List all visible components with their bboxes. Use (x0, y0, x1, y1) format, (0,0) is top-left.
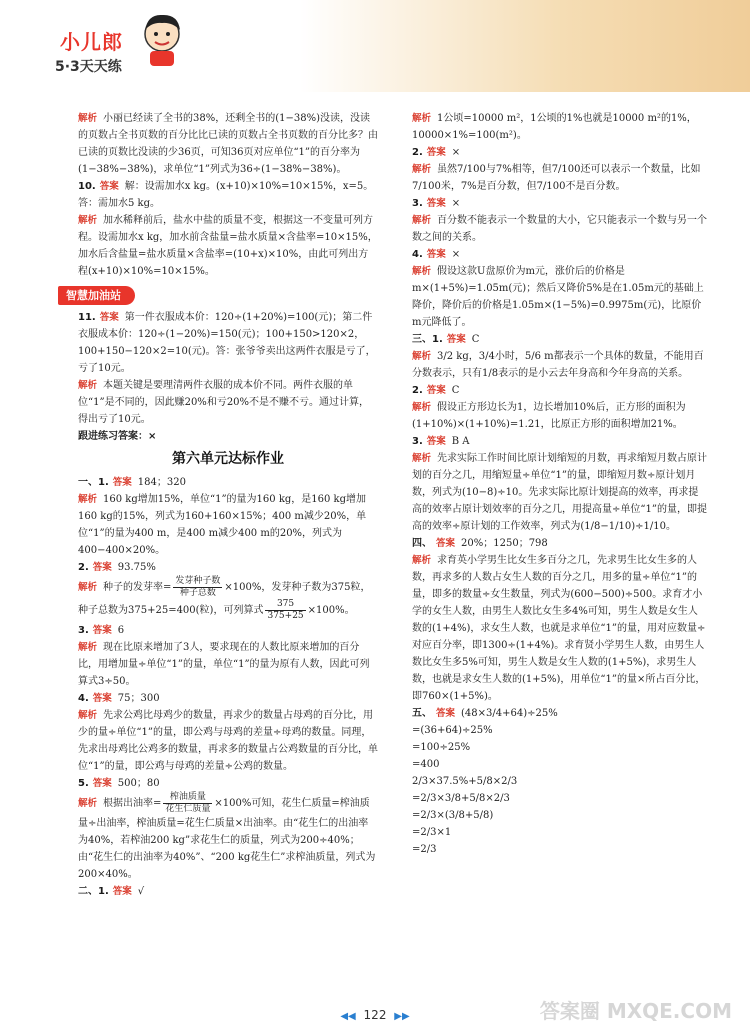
answer-block (78, 110, 378, 178)
s1-q1: 一、1. 答案 184；320 (78, 477, 186, 488)
s1-q4: 4. 答案 75；300 (78, 693, 160, 704)
answer-text: 解：设需加水x kg。(x+10)×10%=10×15%，x=5。答：需加水5 kg。 (78, 181, 374, 209)
follow-up-answer: 跟进练习答案：× (78, 431, 157, 442)
question-10: 10. 答案 解：设需加水x kg。(x+10)×10%=10×15%，x=5。答：需加水5 kg。 (78, 181, 374, 209)
right-column (412, 110, 707, 858)
s5-calc: 五、 答案 (48×3/4+64)÷25% (412, 708, 558, 719)
calc-step: 2/3×37.5%+5/8×2/3 (412, 776, 518, 787)
explanation-10: 解析 加水稀释前后，盐水中盐的质量不变，根据这一不变量可列方程。设需加水x kg，加水前含盐量=盐水质量×含盐率=10×15%，加水后含盐量=盐水质量×含盐率=(10+x)×10%，由此可列出方程(x+10)×10%=10×15%。 (78, 215, 378, 277)
r5: 三、1. 答案 C (412, 334, 480, 345)
explanation-11: 解析 本题关键是要理清两件衣服的成本价不同。两件衣服的单位“1”是不同的，因此赚20%和亏20%不是不赚不亏。通过计算，得出亏了10元。 (78, 380, 370, 425)
calc-step: =2/3×1 (412, 827, 452, 838)
calc-step: =2/3×3/8+5/8×2/3 (412, 793, 510, 804)
explanation-text: 小丽已经读了全书的38%，还剩全书的(1−38%)没读，没读的页数占全书页数的百分比比已读的页数占全书页数的百分比多？由已读的页数比没读的少36页，可知36页对应单位“1”的百分率为(1−38%−38%)，求单位“1”列式为36÷(1−38%−38%)。 (78, 113, 378, 175)
s1-q2: 2. 答案 93.75% (78, 562, 156, 573)
fraction: $\frac{375}{375+25}$ (267, 599, 304, 621)
left-column (66, 110, 378, 900)
jiexi-label: 解析 (78, 113, 98, 124)
r6: 2. 答案 C (412, 385, 460, 396)
fraction: $\frac{\text{榨油质量}}{\text{花生仁质量}}$ (165, 792, 211, 814)
brand-logo: 小儿郎 (60, 30, 123, 54)
fraction: $\frac{\text{发芽种子数}}{\text{种子总数}}$ (175, 576, 221, 598)
r8: 四、 答案 20%；1250；798 (412, 538, 548, 549)
page-header (0, 0, 750, 92)
s2-q1: 二、1. 答案 √ (78, 886, 145, 897)
calc-step: =100÷25% (412, 742, 471, 753)
s1-q2-exp: 解析 种子的发芽率= $\frac{\text{发芽种子数}}{\text{种子总数}}$ ×100%，发芽种子数为375粒，种子总数为375+25=400(粒)，可列算式 $\frac{375}{375+25}$ ×100%。 (78, 576, 371, 621)
watermark: 答案圈 MXQE.COM (539, 999, 732, 1023)
s1-q3-exp: 解析 现在比原来增加了3人，要求现在的人数比原来增加的百分比，用增加量÷单位“1”的量，单位“1”的量为原有人数，因此可列算式3÷50。 (78, 642, 370, 687)
r4-exp: 解析 假设这款U盘原价为m元，涨价后的价格是m×(1+5%)=1.05m(元)；然后又降价5%是在1.05m元的基础上降价，降价后的价格是1.05m×(1−5%)=0.9975m(元)，比原价m元降低了。 (412, 266, 704, 328)
s1-q5-exp: 解析 根据出油率= $\frac{\text{榨油质量}}{\text{花生仁质量}}$ ×100%可知，花生仁质量=榨油质量÷出油率，榨油质量=花生仁质量×出油率。由“花生仁的出油率为40%，若榨油200 kg”求花生仁的质量，列式为200÷40%；由“花生仁的出油率为40%”、“200 kg花生仁”求榨油质量，列式为200×40%。 (78, 792, 376, 880)
r5-exp: 解析 3/2 kg，3/4小时，5/6 m都表示一个具体的数量，不能用百分数表示，只有1/8表示的是小云去年身高和今年身高的关系。 (412, 351, 704, 379)
r2-exp: 解析 虽然7/100与7%相等，但7/100还可以表示一个数量，比如7/100米，7%是百分数，但7/100不是百分数。 (412, 164, 701, 192)
calc-step: =2/3×(3/8+5/8) (412, 810, 494, 821)
section-banner: 智慧加油站 (58, 286, 135, 305)
calc-step: =400 (412, 759, 440, 770)
s1-q5: 5. 答案 500；80 (78, 778, 160, 789)
mascot-icon (138, 12, 186, 68)
r2: 2. 答案 × (412, 147, 461, 158)
s1-q1-exp: 解析 160 kg增加15%，单位“1”的量为160 kg，是160 kg增加160 kg的15%，列式为160+160×15%；400 m减少20%，单位“1”的量为400 m，是400 m减少400 m的20%，列式为400−400×20%。 (78, 494, 367, 556)
brand-subtitle: 5·3天天练 (55, 59, 122, 75)
r3: 3. 答案 × (412, 198, 461, 209)
s1-q3: 3. 答案 6 (78, 625, 125, 636)
question-11: 11. 答案 第一件衣服成本价：120÷(1+20%)=100(元)；第二件衣服成本价：120÷(1−20%)=150(元)；100+150>120×2，100+150−120×2=10(元)。答：张爷爷卖出这两件衣服是亏了，亏了10元。 (78, 312, 376, 374)
r7: 3. 答案 B A (412, 436, 470, 447)
calc-step: =2/3 (412, 844, 437, 855)
r4: 4. 答案 × (412, 249, 461, 260)
prev-arrow-icon: ◀◀ (340, 1011, 356, 1022)
next-arrow-icon: ▶▶ (394, 1011, 410, 1022)
r7-exp: 解析 先求实际工作时间比原计划缩短的月数，再求缩短月数占原计划的百分之几，用缩短量÷单位“1”的量，即缩短月数÷原计划月数，列式为(10−8)÷10。先求实际比原计划提高的效率，再求提高的效率占原计划效率的百分之几，用提高量÷单位“1”的量，即提高的效率÷原计划的工作效率，列式为(1/8−1/10)÷1/10。 (412, 453, 708, 532)
r8-exp: 解析 求育英小学男生比女生多百分之几，先求男生比女生多的人数，再求多的人数占女生人数的百分之几，用多的量÷单位“1”的量，即多的数量÷女生数量，列式为(600−500)÷500。求育才小学的女生人数，由男生人数比女生多4%可知，男生人数是女生人数的(1+4%)，求女生人数，也就是求单位“1”的量，用对应数量÷对应百分率，即1300÷(1+4%)。求育贤小学男生人数，由男生人数比女生多5%可知，男生人数是女生人数的(1+5%)，求男生人数，也就是求女生人数的(1+5%)，用单位“1”的量×所占百分比，即760×(1+5%)。 (412, 555, 706, 702)
r1-exp: 解析 1公顷=10000 m²，1公顷的1%也就是10000 m²的1%，10000×1%=100(m²)。 (412, 113, 697, 141)
r6-exp: 解析 假设正方形边长为1，边长增加10%后，正方形的面积为(1+10%)×(1+10%)=1.21，比原正方形的面积增加21%。 (412, 402, 686, 430)
page-number: 122 (363, 1008, 387, 1022)
r3-exp: 解析 百分数不能表示一个数量的大小，它只能表示一个数与另一个数之间的关系。 (412, 215, 708, 243)
s1-q4-exp: 解析 先求公鸡比母鸡少的数量，再求少的数量占母鸡的百分比，用少的量÷单位“1”的量，即公鸡与母鸡的差量÷母鸡的数量。同理，先求出母鸡比公鸡多的数量，再求多的数量占公鸡数量的百分比，单位“1”的量，即公鸡与母鸡的差量÷公鸡的数量。 (78, 710, 378, 772)
calc-step: =(36+64)÷25% (412, 725, 493, 736)
unit-title: 第六单元达标作业 (172, 451, 284, 467)
